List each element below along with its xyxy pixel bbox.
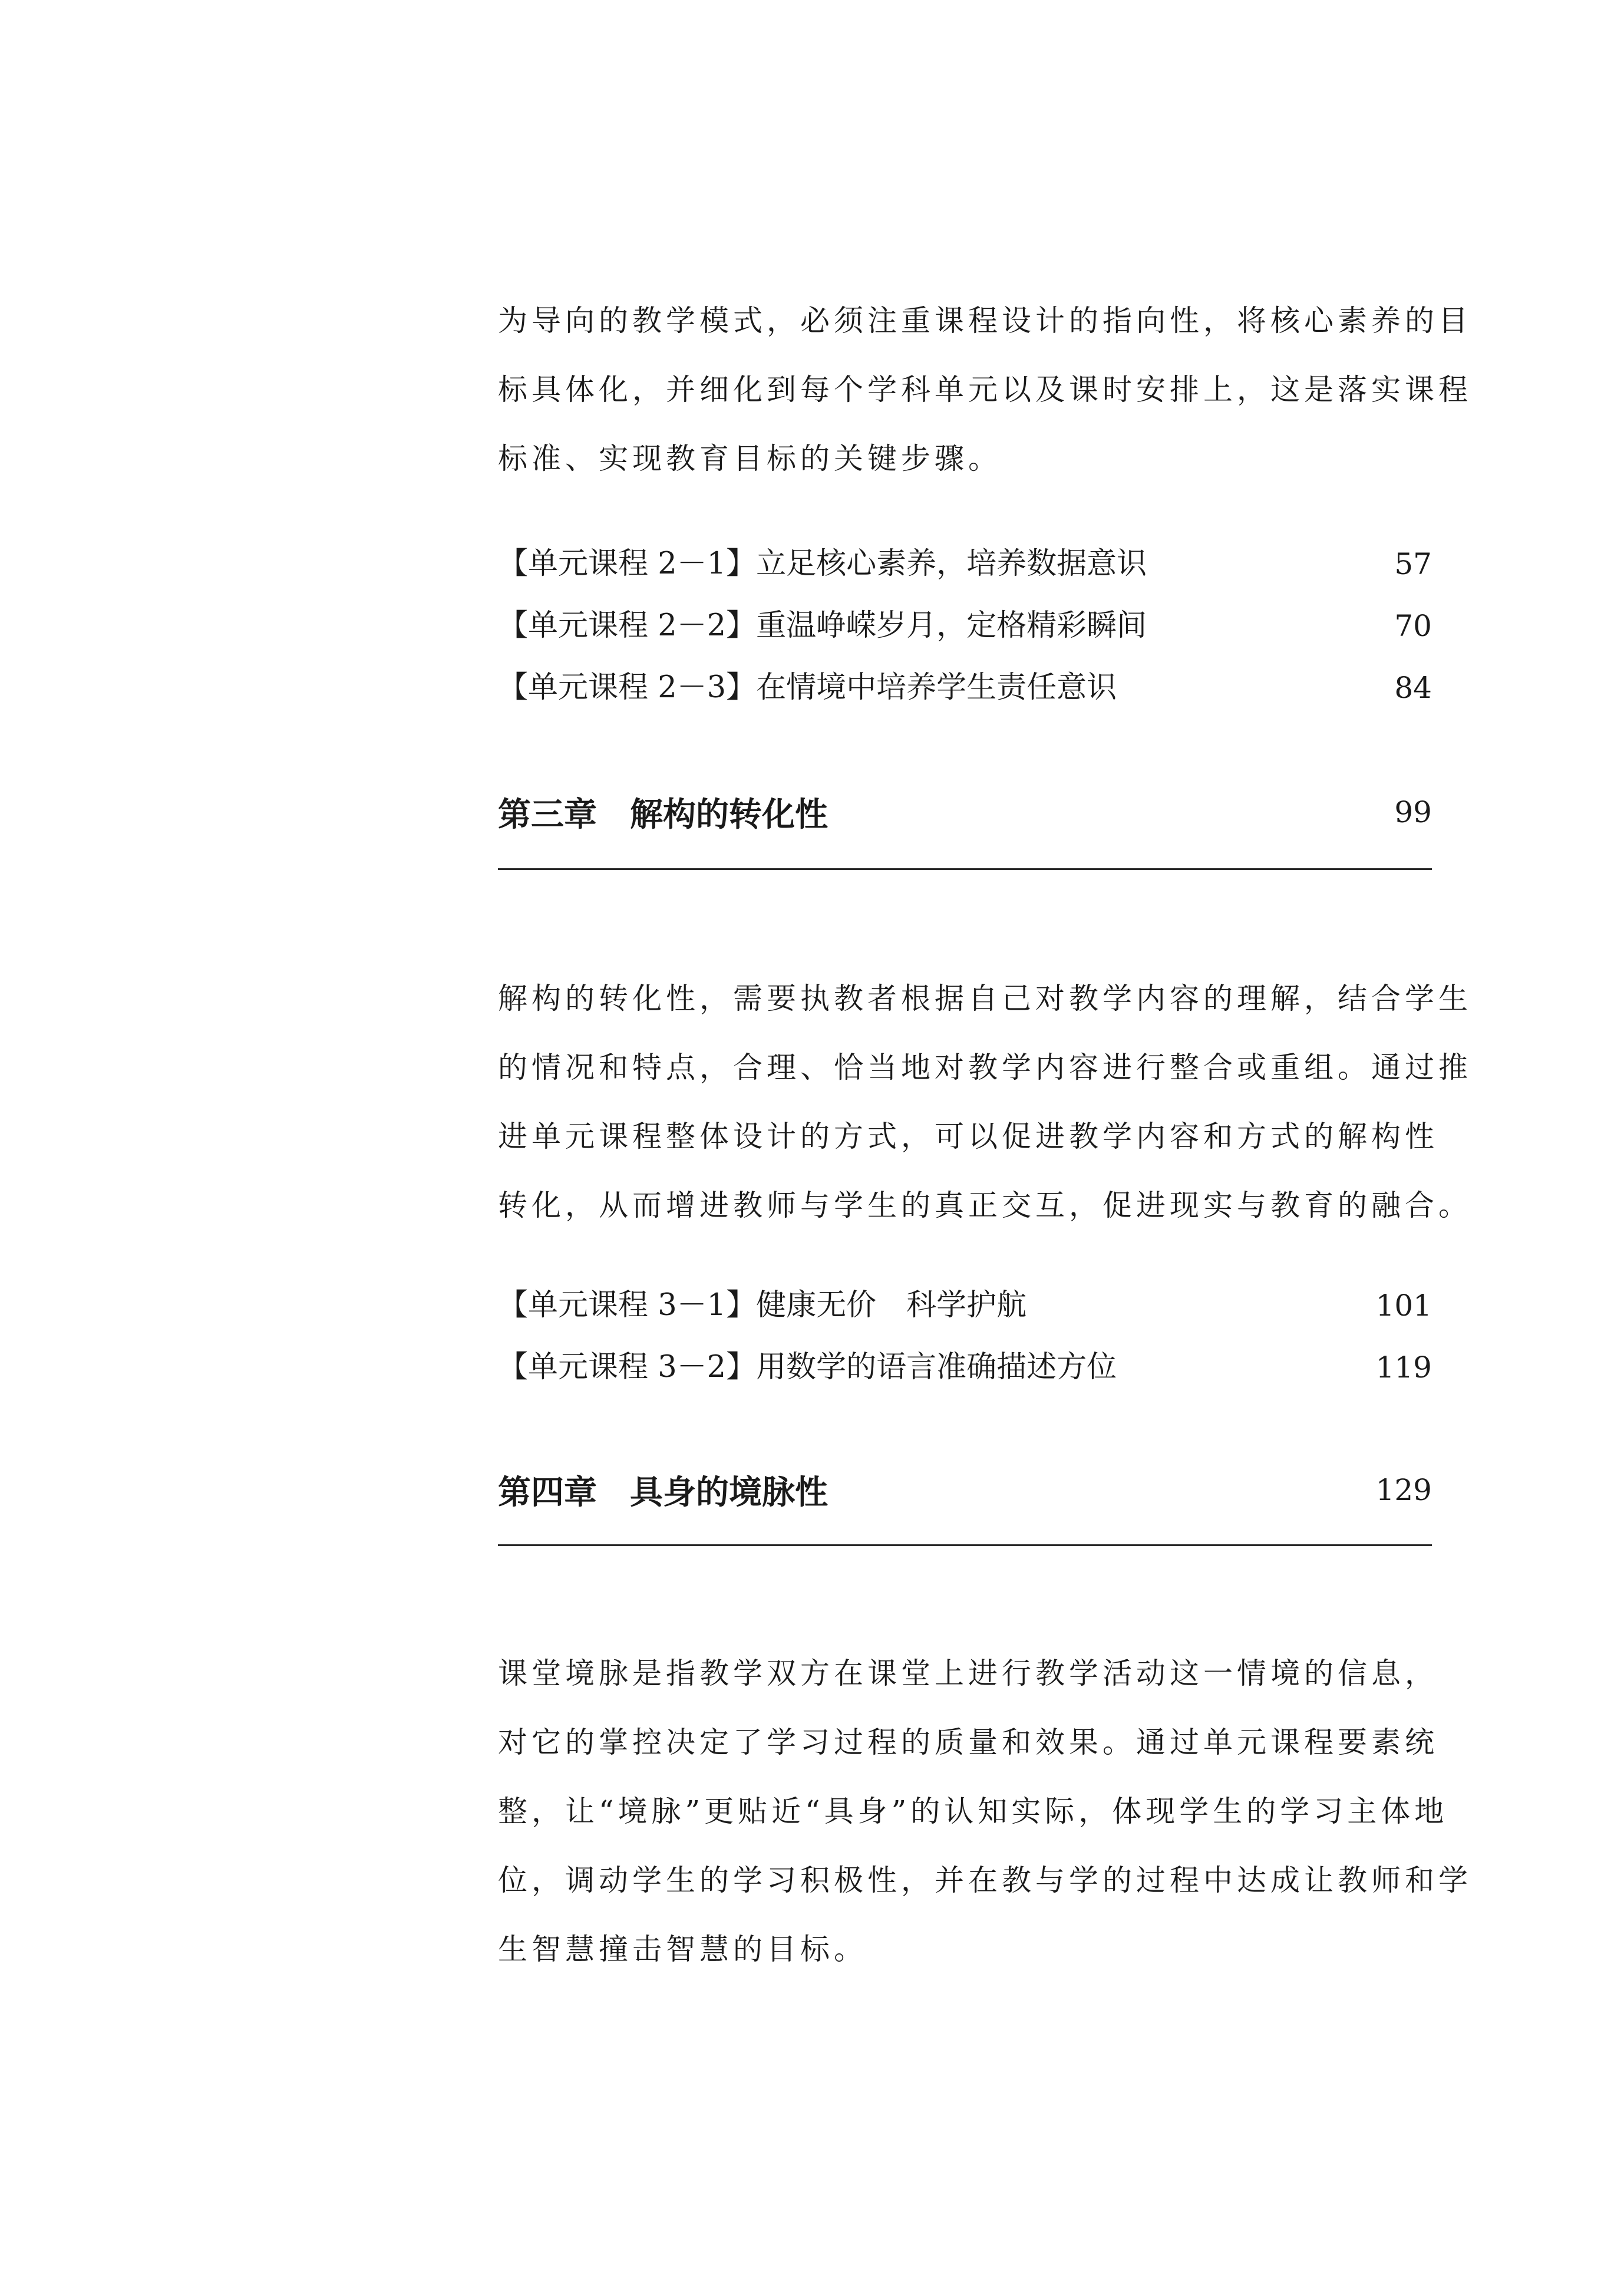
paragraph-line: 为导向的教学模式，必须注重课程设计的指向性，将核心素养的目	[498, 304, 1472, 338]
chapter-page-number: 99	[1394, 795, 1432, 829]
chapter-4-description	[498, 1639, 1472, 1984]
toc-entry-title: 【单元课程 3－2】用数学的语言准确描述方位	[498, 1350, 1117, 1385]
toc-entry-title: 【单元课程 2－2】重温峥嵘岁月，定格精彩瞬间	[498, 608, 1147, 643]
paragraph-line: 对它的掌控决定了学习过程的质量和效果。通过单元课程要素统	[498, 1725, 1438, 1759]
intro-paragraph	[498, 286, 1472, 493]
paragraph-line: 课堂境脉是指教学双方在课堂上进行教学活动这一情境的信息，	[498, 1656, 1438, 1690]
paragraph-line: 解构的转化性，需要执教者根据自己对教学内容的理解，结合学生	[498, 981, 1472, 1016]
chapter-page-number: 129	[1375, 1473, 1432, 1507]
chapter-title: 第四章 具身的境脉性	[498, 1474, 828, 1512]
paragraph-line: 位，调动学生的学习积极性，并在教与学的过程中达成让教师和学	[498, 1863, 1472, 1897]
paragraph-line: 进单元课程整体设计的方式，可以促进教学内容和方式的解构性	[498, 1119, 1438, 1154]
toc-entry-page: 57	[1394, 547, 1432, 581]
toc-entry-title: 【单元课程 2－3】在情境中培养学生责任意识	[498, 670, 1117, 705]
chapter-title: 第三章 解构的转化性	[498, 796, 828, 834]
toc-entry-title: 【单元课程 2－1】立足核心素养，培养数据意识	[498, 546, 1147, 581]
toc-entry-page: 70	[1394, 609, 1432, 643]
toc-entry-title: 【单元课程 3－1】健康无价 科学护航	[498, 1288, 1027, 1323]
chapter-divider	[498, 868, 1432, 870]
chapter-3-description	[498, 964, 1472, 1240]
paragraph-line: 标准、实现教育目标的关键步骤。	[498, 441, 1002, 476]
chapter-3-heading[interactable]	[498, 783, 1432, 842]
toc-entry-page: 84	[1394, 671, 1432, 705]
toc-entry-3-2[interactable]	[498, 1341, 1432, 1394]
paragraph-line: 标具体化，并细化到每个学科单元以及课时安排上，这是落实课程	[498, 373, 1472, 407]
paragraph-line: 生智慧撞击智慧的目标。	[498, 1932, 867, 1966]
chapter-4-heading[interactable]	[498, 1461, 1432, 1520]
toc-entry-3-1[interactable]	[498, 1279, 1432, 1332]
toc-entry-page: 101	[1375, 1288, 1432, 1323]
toc-entry-2-1[interactable]	[498, 538, 1432, 591]
paragraph-line: 转化，从而增进教师与学生的真正交互，促进现实与教育的融合。	[498, 1188, 1472, 1222]
toc-entry-page: 119	[1375, 1350, 1432, 1385]
paragraph-line: 的情况和特点，合理、恰当地对教学内容进行整合或重组。通过推	[498, 1050, 1472, 1085]
toc-entry-2-2[interactable]	[498, 599, 1432, 652]
paragraph-line: 整，让“境脉”更贴近“具身”的认知实际，体现学生的学习主体地	[498, 1794, 1448, 1828]
toc-entry-2-3[interactable]	[498, 661, 1432, 714]
chapter-divider	[498, 1544, 1432, 1546]
